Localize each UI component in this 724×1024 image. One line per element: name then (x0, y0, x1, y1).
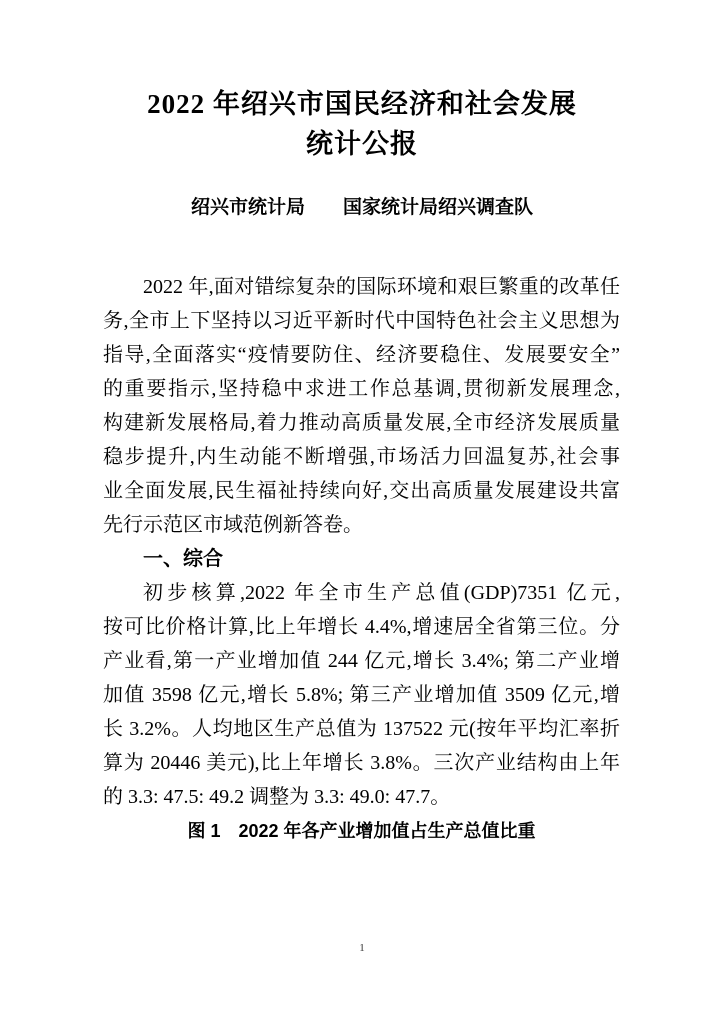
document-body (103, 270, 620, 848)
section1-paragraph-line: 初步核算,2022 年全市生产总值(GDP)7351 亿元, (143, 582, 620, 604)
intro-paragraph-line: 2022 年,面对错综复杂的国际环境和艰巨繁重的改革任 (143, 276, 620, 298)
section-heading-comprehensive: 一、综合 (143, 548, 223, 570)
intro-paragraph-line: 稳步提升,内生动能不断增强,市场活力回温复苏,社会事 (103, 446, 620, 468)
section1-paragraph-line: 算为 20446 美元),比上年增长 3.8%。三次产业结构由上年 (103, 752, 620, 774)
page-number: 1 (359, 942, 365, 954)
publisher-line: 绍兴市统计局 国家统计局绍兴调查队 (190, 197, 533, 218)
intro-paragraph-line: 指导,全面落实“疫情要防住、经济要稳住、发展要安全” (103, 344, 620, 366)
document-title-line-1: 2022 年绍兴市国民经济和社会发展 (147, 89, 577, 119)
section1-paragraph-line: 按可比价格计算,比上年增长 4.4%,增速居全省第三位。分 (103, 616, 620, 638)
intro-paragraph-line: 业全面发展,民生福祉持续向好,交出高质量发展建设共富 (103, 480, 620, 502)
document-title-line-2: 统计公报 (306, 129, 418, 159)
intro-paragraph-line: 务,全市上下坚持以习近平新时代中国特色社会主义思想为 (103, 310, 620, 332)
section1-paragraph-line: 长 3.2%。人均地区生产总值为 137522 元(按年平均汇率折 (103, 718, 620, 740)
section1-paragraph-line: 的 3.3: 47.5: 49.2 调整为 3.3: 49.0: 47.7。 (103, 786, 451, 808)
figure1-caption: 图 1 2022 年各产业增加值占生产总值比重 (187, 821, 536, 841)
document-title (0, 84, 724, 164)
intro-paragraph-line: 的重要指示,坚持稳中求进工作总基调,贯彻新发展理念, (103, 378, 620, 400)
intro-paragraph-line: 先行示范区市域范例新答卷。 (103, 514, 363, 536)
section1-paragraph-line: 加值 3598 亿元,增长 5.8%; 第三产业增加值 3509 亿元,增 (103, 684, 620, 706)
section1-paragraph-line: 产业看,第一产业增加值 244 亿元,增长 3.4%; 第二产业增 (103, 650, 620, 672)
intro-paragraph-line: 构建新发展格局,着力推动高质量发展,全市经济发展质量 (103, 412, 620, 434)
